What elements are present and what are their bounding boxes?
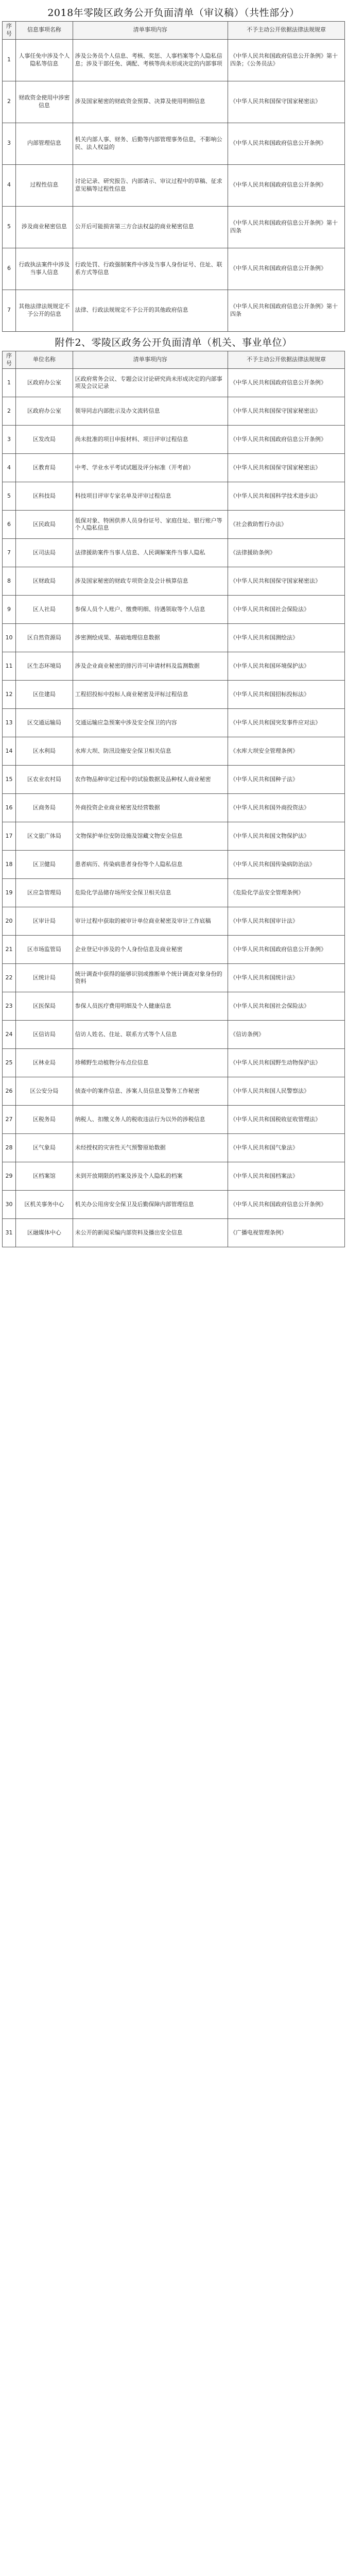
table-row [3, 511, 345, 539]
table-row [3, 1134, 345, 1162]
table-row [3, 766, 345, 794]
item-content: 参保人员个人账户、缴费明细、待遇领取等个人信息 [73, 596, 228, 624]
row-number: 21 [3, 936, 16, 964]
table-row [3, 164, 345, 206]
column-header: 清单事项内容 [73, 22, 228, 40]
item-content: 企业登记中涉及的个人身份信息及商业秘密 [73, 936, 228, 964]
row-number: 24 [3, 1021, 16, 1049]
legal-basis: 《中华人民共和国税收征收管理法》 [228, 1106, 344, 1134]
table-row [3, 1106, 345, 1134]
row-number: 26 [3, 1077, 16, 1106]
item-name: 人事任免中涉及个人隐私等信息 [16, 39, 73, 81]
table-row [3, 1077, 345, 1106]
table-row [3, 1162, 345, 1191]
item-content: 信访人姓名、住址、联系方式等个人信息 [73, 1021, 228, 1049]
legal-basis: 《中华人民共和国保守国家秘密法》 [228, 567, 344, 596]
row-number: 2 [3, 397, 16, 426]
item-name: 其他法律法规规定不予公开的信息 [16, 290, 73, 331]
legal-basis: 《中华人民共和国统计法》 [228, 964, 344, 992]
legal-basis: 《危险化学品安全管理条例》 [228, 879, 344, 907]
item-name: 区融媒体中心 [16, 1219, 73, 1247]
item-content: 工程招投标中投标人商业秘密及评标过程信息 [73, 681, 228, 709]
legal-basis: 《社会救助暂行办法》 [228, 511, 344, 539]
row-number: 22 [3, 964, 16, 992]
table-row [3, 290, 345, 331]
legal-basis: 《中华人民共和国政府信息公开条例》 [228, 164, 344, 206]
legal-basis: 《中华人民共和国保守国家秘密法》 [228, 454, 344, 482]
row-number: 25 [3, 1049, 16, 1077]
legal-basis: 《中华人民共和国政府信息公开条例》 [228, 369, 344, 397]
legal-basis: 《中华人民共和国政府信息公开条例》 [228, 936, 344, 964]
table-row [3, 1191, 345, 1219]
item-name: 区市场监管局 [16, 936, 73, 964]
column-header: 序号 [3, 351, 16, 369]
item-name: 区人社局 [16, 596, 73, 624]
row-number: 2 [3, 81, 16, 123]
item-content: 统计调查中获得的能够识别或推断单个统计调查对象身份的资料 [73, 964, 228, 992]
item-content: 农作物品种审定过程中的试验数据及品种权人商业秘密 [73, 766, 228, 794]
item-name: 区卫健局 [16, 851, 73, 879]
row-number: 3 [3, 123, 16, 164]
table-row [3, 397, 345, 426]
row-number: 11 [3, 652, 16, 681]
legal-basis: 《中华人民共和国野生动物保护法》 [228, 1049, 344, 1077]
row-number: 1 [3, 39, 16, 81]
item-name: 区教育局 [16, 454, 73, 482]
item-content: 患者病历、传染病患者身份等个人隐私信息 [73, 851, 228, 879]
item-name: 区科技局 [16, 482, 73, 511]
item-content: 低保对象、特困供养人员身份证号、家庭住址、银行账户等个人隐私信息 [73, 511, 228, 539]
item-name: 区气象局 [16, 1134, 73, 1162]
table-row [3, 936, 345, 964]
table-row [3, 907, 345, 936]
item-content: 未到开放期限的档案及涉及个人隐私的档案 [73, 1162, 228, 1191]
row-number: 5 [3, 482, 16, 511]
item-content: 法律、行政法规规定不予公开的其他政府信息 [73, 290, 228, 331]
table-row [3, 39, 345, 81]
column-header: 单位名称 [16, 351, 73, 369]
table1-header-row [3, 22, 345, 40]
row-number: 23 [3, 992, 16, 1021]
legal-basis: 《中华人民共和国突发事件应对法》 [228, 709, 344, 737]
item-name: 区审计局 [16, 907, 73, 936]
table-row [3, 123, 345, 164]
row-number: 4 [3, 454, 16, 482]
row-number: 14 [3, 737, 16, 766]
column-header: 清单事项内容 [73, 351, 228, 369]
item-name: 行政执法案件中涉及当事人信息 [16, 248, 73, 290]
legal-basis: 《中华人民共和国文物保护法》 [228, 822, 344, 851]
table-row [3, 794, 345, 822]
table-row [3, 1219, 345, 1247]
row-number: 28 [3, 1134, 16, 1162]
row-number: 19 [3, 879, 16, 907]
row-number: 30 [3, 1191, 16, 1219]
table-row [3, 851, 345, 879]
item-content: 纳税人、扣缴义务人的税收违法行为以外的涉税信息 [73, 1106, 228, 1134]
item-content: 涉密测绘成果、基础地理信息数据 [73, 624, 228, 652]
item-name: 区水利局 [16, 737, 73, 766]
legal-basis: 《中华人民共和国档案法》 [228, 1162, 344, 1191]
table-row [3, 539, 345, 567]
item-content: 未经授权的灾害性天气预警原始数据 [73, 1134, 228, 1162]
legal-basis: 《法律援助条例》 [228, 539, 344, 567]
legal-basis: 《中华人民共和国政府信息公开条例》 [228, 248, 344, 290]
item-name: 区文旅广体局 [16, 822, 73, 851]
item-content: 文物保护单位安防设施及馆藏文物安全信息 [73, 822, 228, 851]
item-name: 区发改局 [16, 426, 73, 454]
row-number: 6 [3, 248, 16, 290]
item-name: 区政府办公室 [16, 397, 73, 426]
table-row [3, 567, 345, 596]
legal-basis: 《中华人民共和国审计法》 [228, 907, 344, 936]
item-content: 涉及国家秘密的财政资金预算、决算及使用明细信息 [73, 81, 228, 123]
item-content: 公开后可能损害第三方合法权益的商业秘密信息 [73, 206, 228, 248]
row-number: 20 [3, 907, 16, 936]
table-row [3, 1021, 345, 1049]
item-name: 涉及商业秘密信息 [16, 206, 73, 248]
table-row [3, 709, 345, 737]
legal-basis: 《中华人民共和国气象法》 [228, 1134, 344, 1162]
row-number: 5 [3, 206, 16, 248]
item-content: 危险化学品储存场所安全保卫相关信息 [73, 879, 228, 907]
row-number: 13 [3, 709, 16, 737]
item-content: 领导同志内部批示及办文流转信息 [73, 397, 228, 426]
table-row [3, 454, 345, 482]
table2 [2, 351, 345, 1248]
item-content: 机关办公用房安全保卫及后勤保障内部管理信息 [73, 1191, 228, 1219]
row-number: 9 [3, 596, 16, 624]
row-number: 1 [3, 369, 16, 397]
item-name: 财政资金使用中涉密信息 [16, 81, 73, 123]
legal-basis: 《中华人民共和国保守国家秘密法》 [228, 81, 344, 123]
row-number: 7 [3, 539, 16, 567]
item-name: 区农业农村局 [16, 766, 73, 794]
item-content: 科技项目评审专家名单及评审过程信息 [73, 482, 228, 511]
item-name: 区财政局 [16, 567, 73, 596]
item-name: 区医保局 [16, 992, 73, 1021]
table-row [3, 737, 345, 766]
row-number: 12 [3, 681, 16, 709]
item-content: 尚未批准的项目申报材料、项目评审过程信息 [73, 426, 228, 454]
item-content: 涉及公务员个人信息、考核、奖惩、人事档案等个人隐私信息；涉及干部任免、调配、考核等尚未形成决定的内部事项 [73, 39, 228, 81]
legal-basis: 《中华人民共和国政府信息公开条例》 [228, 123, 344, 164]
item-name: 区机关事务中心 [16, 1191, 73, 1219]
table-row [3, 369, 345, 397]
legal-basis: 《中华人民共和国社会保险法》 [228, 992, 344, 1021]
item-name: 区政府办公室 [16, 369, 73, 397]
item-name: 区交通运输局 [16, 709, 73, 737]
column-header: 序号 [3, 22, 16, 40]
legal-basis: 《中华人民共和国保守国家秘密法》 [228, 397, 344, 426]
table1-title: 2018年零陵区政务公开负面清单（审议稿）（共性部分） [47, 7, 300, 19]
row-number: 27 [3, 1106, 16, 1134]
legal-basis: 《中华人民共和国社会保险法》 [228, 596, 344, 624]
column-header: 不予主动公开依据法律法规规章 [228, 22, 344, 40]
item-content: 涉及国家秘密的财政专项资金及会计核算信息 [73, 567, 228, 596]
row-number: 10 [3, 624, 16, 652]
table-row [3, 206, 345, 248]
legal-basis: 《中华人民共和国种子法》 [228, 766, 344, 794]
legal-basis: 《中华人民共和国环境保护法》 [228, 652, 344, 681]
table-row [3, 482, 345, 511]
item-name: 区生态环境局 [16, 652, 73, 681]
item-name: 区统计局 [16, 964, 73, 992]
item-content: 机关内部人事、财务、后勤等内部管理事务信息，不影响公民、法人权益的 [73, 123, 228, 164]
table-row [3, 624, 345, 652]
row-number: 29 [3, 1162, 16, 1191]
item-content: 交通运输应急预案中涉及安全保卫的内容 [73, 709, 228, 737]
item-name: 区信访局 [16, 1021, 73, 1049]
table-row [3, 248, 345, 290]
table-row [3, 1049, 345, 1077]
legal-basis: 《水库大坝安全管理条例》 [228, 737, 344, 766]
item-name: 区公安分局 [16, 1077, 73, 1106]
legal-basis: 《中华人民共和国招标投标法》 [228, 681, 344, 709]
legal-basis: 《中华人民共和国政府信息公开条例》 [228, 426, 344, 454]
row-number: 18 [3, 851, 16, 879]
column-header: 信息事项名称 [16, 22, 73, 40]
table-row [3, 652, 345, 681]
item-content: 涉及企业商业秘密的排污许可申请材料及监测数据 [73, 652, 228, 681]
item-content: 中考、学业水平考试试题及评分标准（开考前） [73, 454, 228, 482]
table-row [3, 879, 345, 907]
item-content: 参保人员医疗费用明细及个人健康信息 [73, 992, 228, 1021]
item-content: 讨论记录、研究报告、内部请示、审议过程中的草稿、征求意见稿等过程性信息 [73, 164, 228, 206]
item-name: 区档案馆 [16, 1162, 73, 1191]
document-page [0, 0, 347, 1247]
legal-basis: 《中华人民共和国人民警察法》 [228, 1077, 344, 1106]
item-content: 侦查中的案件信息、涉案人员信息及警务工作秘密 [73, 1077, 228, 1106]
table-row [3, 992, 345, 1021]
item-content: 未公开的新闻采编内部资料及播出安全信息 [73, 1219, 228, 1247]
table-row [3, 426, 345, 454]
row-number: 15 [3, 766, 16, 794]
item-name: 区商务局 [16, 794, 73, 822]
item-content: 珍稀野生动植物分布点位信息 [73, 1049, 228, 1077]
item-name: 区税务局 [16, 1106, 73, 1134]
item-content: 审计过程中获取的被审计单位商业秘密及审计工作底稿 [73, 907, 228, 936]
legal-basis: 《中华人民共和国政府信息公开条例》 [228, 1191, 344, 1219]
row-number: 6 [3, 511, 16, 539]
table-row [3, 681, 345, 709]
legal-basis: 《广播电视管理条例》 [228, 1219, 344, 1247]
item-content: 法律援助案件当事人信息、人民调解案件当事人隐私 [73, 539, 228, 567]
item-name: 内部管理信息 [16, 123, 73, 164]
item-name: 区应急管理局 [16, 879, 73, 907]
item-name: 过程性信息 [16, 164, 73, 206]
item-content: 区政府常务会议、专题会议讨论研究尚未形成决定的内部事项及会议记录 [73, 369, 228, 397]
legal-basis: 《中华人民共和国政府信息公开条例》第十四条；《公务员法》 [228, 39, 344, 81]
row-number: 4 [3, 164, 16, 206]
legal-basis: 《中华人民共和国传染病防治法》 [228, 851, 344, 879]
legal-basis: 《中华人民共和国外商投资法》 [228, 794, 344, 822]
row-number: 16 [3, 794, 16, 822]
table1 [2, 21, 345, 332]
row-number: 31 [3, 1219, 16, 1247]
item-name: 区林业局 [16, 1049, 73, 1077]
item-name: 区司法局 [16, 539, 73, 567]
item-name: 区民政局 [16, 511, 73, 539]
row-number: 17 [3, 822, 16, 851]
row-number: 3 [3, 426, 16, 454]
item-content: 行政处罚、行政强制案件中涉及当事人身份证号、住址、联系方式等信息 [73, 248, 228, 290]
column-header: 不予主动公开依据法律法规规章 [228, 351, 344, 369]
row-number: 8 [3, 567, 16, 596]
item-content: 水库大坝、防汛设施安全保卫相关信息 [73, 737, 228, 766]
legal-basis: 《中华人民共和国政府信息公开条例》第十四条 [228, 206, 344, 248]
table2-title: 附件2、零陵区政务公开负面清单（机关、事业单位） [55, 336, 292, 348]
row-number: 7 [3, 290, 16, 331]
legal-basis: 《中华人民共和国政府信息公开条例》第十四条 [228, 290, 344, 331]
item-content: 外商投资企业商业秘密及经营数据 [73, 794, 228, 822]
legal-basis: 《中华人民共和国科学技术进步法》 [228, 482, 344, 511]
table-row [3, 81, 345, 123]
legal-basis: 《中华人民共和国测绘法》 [228, 624, 344, 652]
legal-basis: 《信访条例》 [228, 1021, 344, 1049]
item-name: 区自然资源局 [16, 624, 73, 652]
table2-header-row [3, 351, 345, 369]
table-row [3, 596, 345, 624]
table-row [3, 822, 345, 851]
table-row [3, 964, 345, 992]
item-name: 区住建局 [16, 681, 73, 709]
